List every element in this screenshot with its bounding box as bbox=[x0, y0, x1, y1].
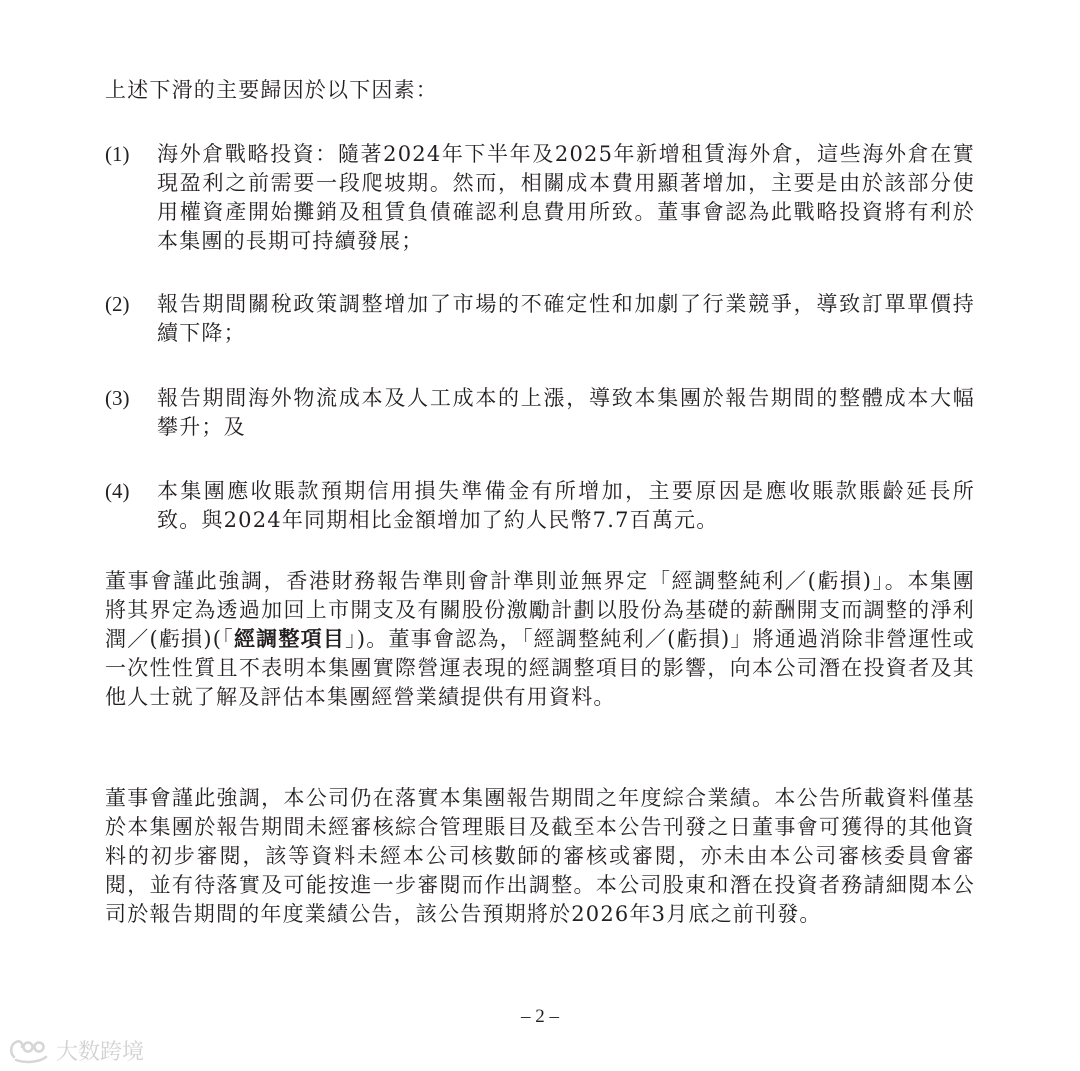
adjusted-profit-paragraph bbox=[105, 567, 975, 712]
list-item-text: 報告期間關稅政策調整增加了市場的不確定性和加劇了行業競爭，導致訂單單價持續下降； bbox=[157, 292, 975, 345]
watermark-text: 大数跨境 bbox=[56, 1039, 145, 1065]
defined-term: 經調整項目 bbox=[233, 627, 346, 651]
paragraph-text-part1: 董事會謹此強調，香港財務報告準則會計準則並無界定「經調整純利／(虧損)」。本集團將其界定為透過加回上市開支及有關股份激勵計劃以股份為基礎的薪酬開支而調整的淨利潤／(虧損)(「 bbox=[105, 569, 975, 651]
intro-text: 上述下滑的主要歸因於以下因素： bbox=[105, 78, 438, 102]
page-number: – 2 – bbox=[521, 1006, 559, 1027]
list-item bbox=[105, 384, 975, 442]
results-notice-paragraph: 董事會謹此強調，本公司仍在落實本集團報告期間之年度綜合業績。本公告所載資料僅基於本集團於報告期間未經審核綜合管理賬目及截至本公告刊發之日董事會可獲得的其他資料的初步審閱，該等資料未經本公司核數師的審核或審閱，亦未由本公司審核委員會審閱，並有待落實及可能按進一步審閱而作出調整。本公司股東和潛在投資者務請細閱本公司於報告期間的年度業績公告，該公告預期將於2026年3月底之前刊發。 bbox=[105, 786, 975, 926]
paragraph-text-part2: 」)。董事會認為，「經調整純利／(虧損)」將通過消除非營運性或一次性性質且不表明本集團實際營運表現的經調整項目的影響，向本公司潛在投資者及其他人士就了解及評估本集團經營業績提供有用資料。 bbox=[105, 627, 975, 709]
list-item bbox=[105, 140, 975, 256]
list-item-text: 本集團應收賬款預期信用損失準備金有所增加，主要原因是應收賬款賬齡延長所致。與2024年同期相比金額增加了約人民幣7.7百萬元。 bbox=[157, 479, 975, 532]
list-item bbox=[105, 290, 975, 348]
watermark bbox=[8, 1032, 144, 1068]
list-item-number: (2) bbox=[105, 292, 130, 316]
list-item bbox=[105, 477, 975, 535]
list-item-number: (1) bbox=[105, 142, 130, 166]
brand-logo-icon bbox=[8, 1035, 52, 1065]
list-item-number: (4) bbox=[105, 479, 130, 503]
list-item-text: 海外倉戰略投資：隨著2024年下半年及2025年新增租賃海外倉，這些海外倉在實現盈利之前需要一段爬坡期。然而，相關成本費用顯著增加，主要是由於該部分使用權資產開始攤銷及租賃負債確認利息費用所致。董事會認為此戰略投資將有利於本集團的長期可持續發展； bbox=[157, 142, 975, 253]
list-item-number: (3) bbox=[105, 386, 130, 410]
list-item-text: 報告期間海外物流成本及人工成本的上漲，導致本集團於報告期間的整體成本大幅攀升；及 bbox=[157, 386, 975, 439]
